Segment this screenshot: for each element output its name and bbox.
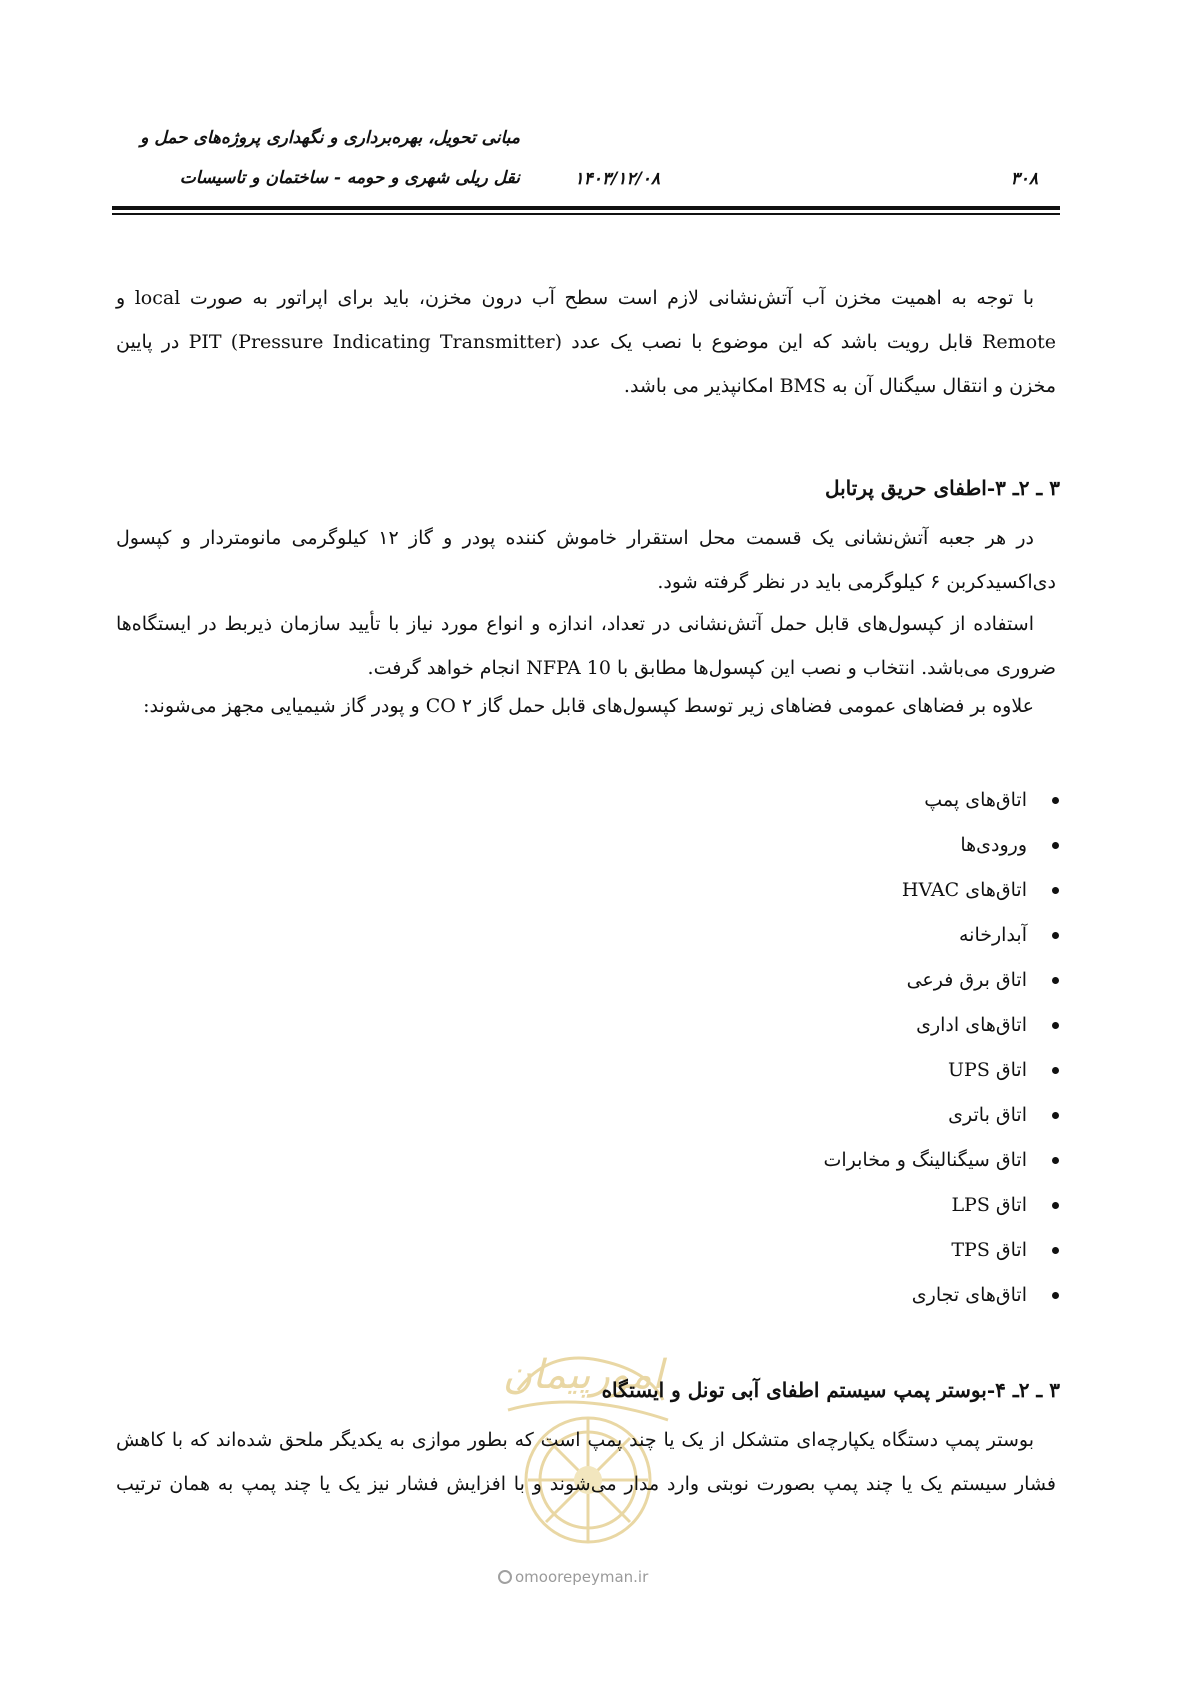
list-item: اتاق UPS [824, 1048, 1060, 1093]
list-item: اتاق LPS [824, 1183, 1060, 1228]
portable-paragraphs [116, 516, 1056, 728]
page-header [112, 128, 1060, 208]
intro-paragraph: با توجه به اهمیت مخزن آب آتش‌نشانی لازم است سطح آب درون مخزن، باید برای اپراتور به صورت local و Remote قابل رویت باشد که این موضوع با نصب یک عدد PIT (Pressure Indicating Transmitter) در پایین مخزن و انتقال سیگنال آن به BMS امکانپذیر می باشد. [116, 287, 1057, 397]
list-item: اتاق برق فرعی [824, 958, 1060, 1003]
watermark-logo-text: امورپیمان [502, 1352, 664, 1398]
watermark-url: omoorepeyman.ir [498, 1568, 648, 1586]
list-item: اتاق سیگنالینگ و مخابرات [824, 1138, 1060, 1183]
header-title-line2: نقل ریلی شهری و حومه - ساختمان و تاسیسات [179, 168, 520, 188]
portable-paragraph-1: در هر جعبه آتش‌نشانی یک قسمت محل استقرار خاموش کننده پودر و گاز ۱۲ کیلوگرمی مانومتردار و کپسول دی‌اکسیدکربن ۶ کیلوگرمی باید در نظر گرفته شود. [116, 527, 1056, 593]
list-item: اتاق‌های اداری [824, 1003, 1060, 1048]
portable-paragraph-2: استفاده از کپسول‌های قابل حمل آتش‌نشانی در تعداد، اندازه و انواع مورد نیاز با تأیید سازمان ذیربط در ایستگاه‌ها ضروری می‌باشد. انتخاب و نصب این کپسول‌ها مطابق با NFPA 10 انجام خواهد گرفت. [116, 613, 1056, 679]
booster-paragraph: بوستر پمپ دستگاه یکپارچه‌ای متشکل از یک یا چند پمپ است که بطور موازی به یکدیگر ملحق شده‌اند که با کاهش فشار سیستم یک یا چند پمپ بصورت نوبتی وارد مدار می‌شوند و با افزایش فشار نیز یک یا چند پمپ به همان ترتیب [116, 1429, 1057, 1495]
header-rule-thick [112, 206, 1060, 210]
header-title-line1: مبانی تحویل، بهره‌برداری و نگهداری پروژه‌های حمل و [140, 128, 520, 148]
room-list [824, 778, 1060, 1318]
section-heading-portable: ۳ ـ ۲ـ ۳-اطفای حریق پرتابل [824, 476, 1060, 500]
header-date: ۱۴۰۳/۱۲/۰۸ [574, 169, 660, 189]
page-number: ۳۰۸ [1010, 169, 1038, 189]
list-item: ورودی‌ها [824, 823, 1060, 868]
portable-paragraph-3: علاوه بر فضاهای عمومی فضاهای زیر توسط کپسول‌های قابل حمل گاز CO ۲ و پودر گاز شیمیایی مجهز می‌شوند: [143, 695, 1034, 717]
list-item: اتاق‌های تجاری [824, 1273, 1060, 1318]
list-item: اتاق‌های پمپ [824, 778, 1060, 823]
list-item: اتاق‌های HVAC [824, 868, 1060, 913]
booster-section [116, 1418, 1056, 1506]
section-heading-booster: ۳ ـ ۲ـ ۴-بوستر پمپ سیستم اطفای آبی تونل و ایستگاه [601, 1378, 1060, 1402]
at-icon [498, 1570, 512, 1584]
intro-section [116, 276, 1056, 408]
header-rule-thin [112, 213, 1060, 215]
list-item: آبدارخانه [824, 913, 1060, 958]
list-item: اتاق TPS [824, 1228, 1060, 1273]
list-item: اتاق باتری [824, 1093, 1060, 1138]
